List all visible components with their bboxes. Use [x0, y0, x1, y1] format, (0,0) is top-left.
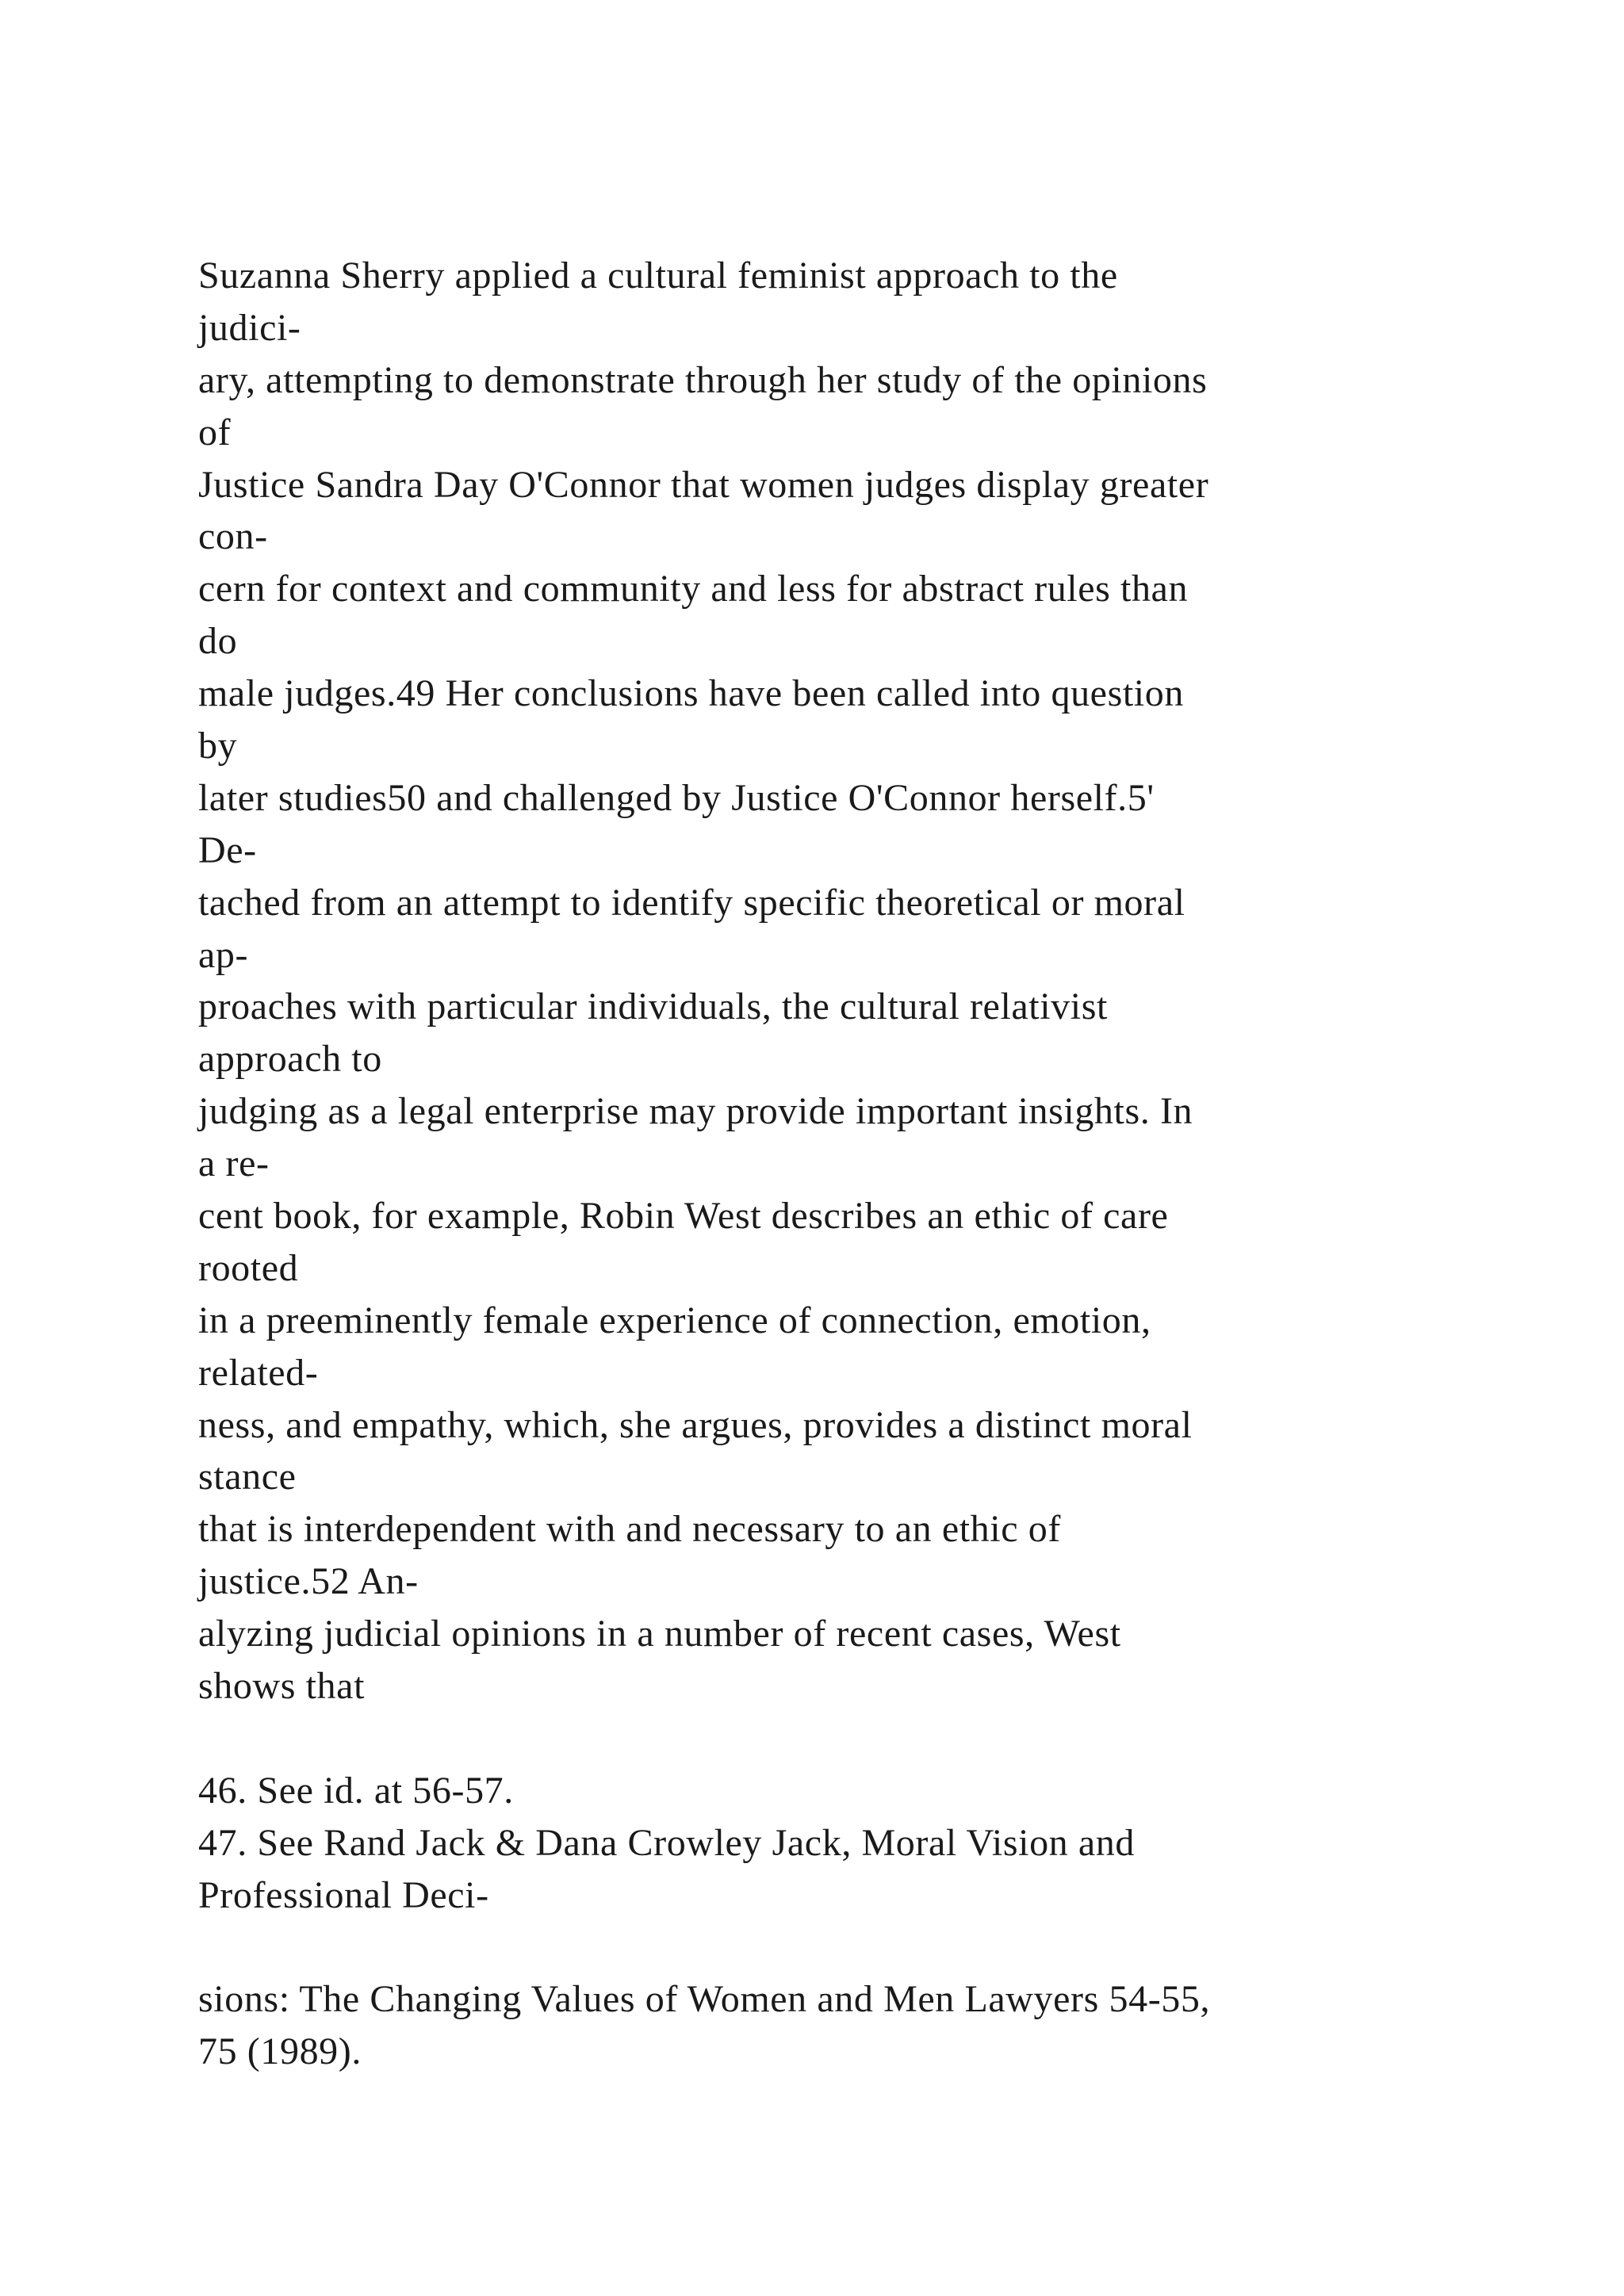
body-line: con-: [198, 515, 268, 558]
body-line: approach to: [198, 1038, 382, 1081]
body-line: tached from an attempt to identify specific theoretical or moral: [198, 881, 1185, 924]
body-line: Justice Sandra Day O'Connor that women judges display greater: [198, 463, 1209, 506]
body-line: Suzanna Sherry applied a cultural feminist approach to the: [198, 254, 1118, 297]
body-line: ary, attempting to demonstrate through her study of the opinions: [198, 358, 1208, 401]
body-line: alyzing judicial opinions in a number of recent cases, West: [198, 1613, 1121, 1655]
body-line: do: [198, 620, 238, 663]
body-line: in a preeminently female experience of connection, emotion,: [198, 1299, 1151, 1341]
body-line: rooted: [198, 1246, 299, 1289]
body-line: of: [198, 411, 232, 453]
body-line: ap-: [198, 933, 249, 976]
body-line: proaches with particular individuals, the cultural relativist: [198, 985, 1108, 1028]
footnote-47-citation-year: 75 (1989).: [198, 2030, 362, 2073]
body-line: judici-: [198, 306, 301, 349]
body-line: judging as a legal enterprise may provide important insights. In: [198, 1090, 1193, 1133]
body-line: male judges.49 Her conclusions have been called into question: [198, 672, 1184, 715]
footnote-46: 46. See id. at 56-57.: [198, 1769, 514, 1812]
body-line: related-: [198, 1351, 319, 1394]
footnote-47-continued: Professional Deci-: [198, 1873, 489, 1916]
footnote-47-citation: sions: The Changing Values of Women and Men Lawyers 54-55,: [198, 1978, 1211, 2021]
body-line: a re-: [198, 1142, 270, 1185]
body-line: ness, and empathy, which, she argues, provides a distinct moral: [198, 1403, 1193, 1446]
body-line: shows that: [198, 1665, 365, 1708]
body-line: later studies50 and challenged by Justice O'Connor herself.5': [198, 776, 1155, 819]
body-line: justice.52 An-: [198, 1560, 419, 1603]
paragraph-gap: [198, 1922, 1586, 1974]
body-line: cern for context and community and less for abstract rules than: [198, 568, 1189, 610]
body-line: that is interdependent with and necessary to an ethic of: [198, 1508, 1061, 1551]
body-line: cent book, for example, Robin West describes an ethic of care: [198, 1195, 1169, 1238]
document-text: [198, 250, 1586, 2078]
body-line: De-: [198, 828, 257, 871]
body-line: stance: [198, 1456, 297, 1498]
paragraph-gap: [198, 1712, 1586, 1765]
footnote-47: 47. See Rand Jack & Dana Crowley Jack, Moral Vision and: [198, 1821, 1135, 1864]
body-line: by: [198, 725, 238, 767]
